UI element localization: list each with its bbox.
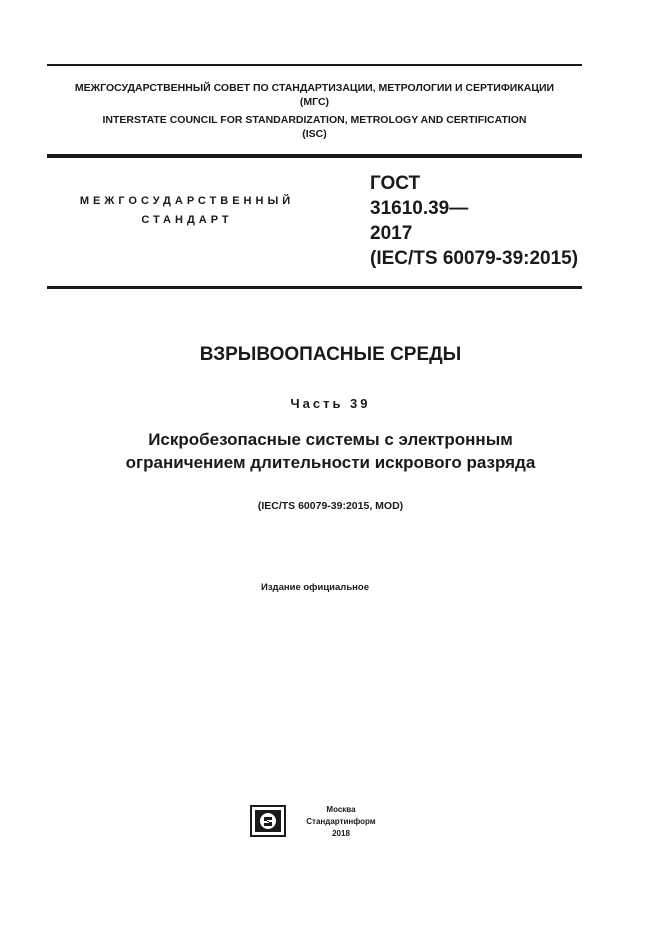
standartinform-logo-icon <box>250 805 286 837</box>
document-subtitle <box>0 428 661 474</box>
header-rule-thick <box>47 154 582 158</box>
council-block <box>47 81 582 141</box>
council-en-abbr: (ISC) <box>302 128 327 140</box>
gost-line2: 31610.39— <box>370 198 469 219</box>
publisher-city: Москва <box>326 805 356 814</box>
subtitle-line1: Искробезопасные системы с электронным <box>148 430 513 449</box>
standard-type-line2: СТАНДАРТ <box>141 214 233 226</box>
document-title: ВЗРЫВООПАСНЫЕ СРЕДЫ <box>199 344 462 365</box>
gost-line4: (IEC/TS 60079-39:2015) <box>370 248 579 269</box>
header-bottom-rule <box>47 286 582 289</box>
council-ru-name: МЕЖГОСУДАРСТВЕННЫЙ СОВЕТ ПО СТАНДАРТИЗАЦИИ, МЕТРОЛОГИИ И СЕРТИФИКАЦИИ <box>74 82 555 94</box>
gost-line3: 2017 <box>370 223 413 244</box>
top-rule-thin <box>47 64 582 66</box>
publisher-block <box>296 804 386 840</box>
gost-line1: ГОСТ <box>370 173 421 194</box>
publisher-name: Стандартинформ <box>306 817 376 826</box>
standard-type-line1: МЕЖГОСУДАРСТВЕННЫЙ <box>79 195 295 207</box>
part-label: Часть 39 <box>290 396 371 411</box>
gost-designation <box>370 171 578 271</box>
publisher-year: 2018 <box>332 829 350 838</box>
council-ru-abbr: (МГС) <box>299 96 330 108</box>
edition-label: Издание официальное <box>261 582 369 593</box>
reference-standard: (IEC/TS 60079-39:2015, MOD) <box>257 500 404 512</box>
council-en-name: INTERSTATE COUNCIL FOR STANDARDIZATION, METROLOGY AND CERTIFICATION <box>102 114 527 126</box>
standard-type <box>47 195 327 226</box>
subtitle-line2: ограничением длительности искрового разряда <box>125 453 536 472</box>
